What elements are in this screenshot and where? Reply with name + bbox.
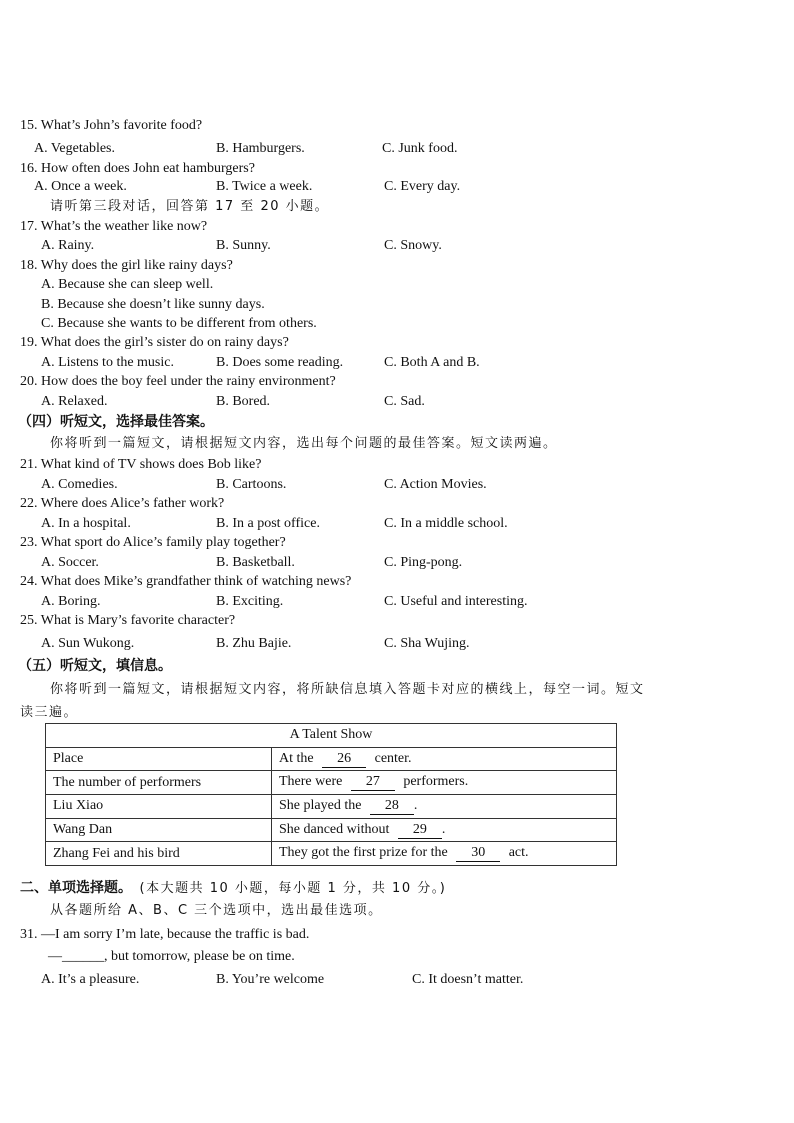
info-text-after: performers. [403,774,469,790]
option-25b: B. Zhu Bajie. [216,636,292,651]
option-15b: B. Hamburgers. [216,141,305,156]
info-text-before: She played the [279,797,362,813]
table-row-info [272,747,617,771]
info-text-before: They got the first prize for the [279,845,448,861]
option-19b: B. Does some reading. [216,355,344,370]
info-text-after: center. [374,750,412,766]
option-17a: A. Rainy. [41,238,95,253]
question-19: 19. What does the girl’s sister do on rainy days? [20,335,289,350]
answer-blank-30[interactable]: 30 [456,845,500,862]
question-18: 18. Why does the girl like rainy days? [20,258,233,273]
option-31c: C. It doesn’t matter. [412,972,524,987]
info-text-before: At the [279,750,314,766]
info-text-before: There were [279,774,343,790]
option-21c: C. Action Movies. [384,477,487,492]
table-row-info [272,795,617,819]
table-row-info [272,818,617,842]
question-15: 15. What’s John’s favorite food? [20,118,203,133]
table-row-info [272,771,617,795]
option-23c: C. Ping-pong. [384,555,463,570]
section3-instruction: 请听第三段对话，回答第 17 至 20 小题。 [50,199,330,214]
option-22c: C. In a middle school. [384,516,508,531]
question-21: 21. What kind of TV shows does Bob like? [20,457,262,472]
option-20a: A. Relaxed. [41,394,108,409]
question-16: 16. How often does John eat hamburgers? [20,161,255,176]
part5-instruction-line2: 读三遍。 [20,705,79,720]
option-19a: A. Listens to the music. [41,355,174,370]
question-22: 22. Where does Alice’s father work? [20,496,225,511]
question-31: 31. —I am sorry I’m late, because the traffic is bad. [20,927,310,942]
option-24b: B. Exciting. [216,594,284,609]
table-row [46,842,617,866]
part2-heading-line [20,879,446,898]
table-row-label: Liu Xiao [46,795,272,819]
option-15a: A. Vegetables. [34,141,115,156]
table-row [46,771,617,795]
option-24c: C. Useful and interesting. [384,594,528,609]
part2-note: (本大题共 10 小题，每小题 1 分，共 10 分。) [139,881,447,896]
table-row-label: Zhang Fei and his bird [46,842,272,866]
question-31-reply: —______, but tomorrow, please be on time. [48,949,295,964]
option-17c: C. Snowy. [384,238,442,253]
answer-blank-26[interactable]: 26 [322,751,366,768]
option-23a: A. Soccer. [41,555,99,570]
question-24: 24. What does Mike’s grandfather think of watching news? [20,574,352,589]
table-row [46,747,617,771]
option-25c: C. Sha Wujing. [384,636,470,651]
table-row [46,795,617,819]
option-16b: B. Twice a week. [216,179,313,194]
option-16a: A. Once a week. [34,179,127,194]
answer-blank-29[interactable]: 29 [398,822,442,839]
question-17: 17. What’s the weather like now? [20,219,208,234]
part2-instruction: 从各题所给 A、B、C 三个选项中，选出最佳选项。 [50,903,383,918]
option-22b: B. In a post office. [216,516,320,531]
answer-blank-28[interactable]: 28 [370,798,414,815]
part4-heading: （四）听短文，选择最佳答案。 [18,414,214,430]
option-21a: A. Comedies. [41,477,118,492]
table-row-label: Wang Dan [46,818,272,842]
table-row-label: Place [46,747,272,771]
table-title: A Talent Show [46,724,617,748]
part5-heading: （五）听短文，填信息。 [18,658,172,674]
option-15c: C. Junk food. [382,141,458,156]
talent-show-table [45,723,617,866]
part4-instruction: 你将听到一篇短文，请根据短文内容，选出每个问题的最佳答案。短文读两遍。 [50,436,558,451]
question-23: 23. What sport do Alice’s family play together? [20,535,286,550]
table-row-info [272,842,617,866]
answer-blank-27[interactable]: 27 [351,774,395,791]
option-17b: B. Sunny. [216,238,271,253]
question-20: 20. How does the boy feel under the rainy environment? [20,374,336,389]
option-20c: C. Sad. [384,394,425,409]
option-18a: A. Because she can sleep well. [41,277,214,292]
table-row-label: The number of performers [46,771,272,795]
info-text-before: She danced without [279,821,390,837]
info-text-after: . [413,797,418,813]
option-24a: A. Boring. [41,594,101,609]
part5-instruction-line1: 你将听到一篇短文，请根据短文内容，将所缺信息填入答题卡对应的横线上，每空一词。短文 [50,682,645,697]
option-19c: C. Both A and B. [384,355,480,370]
table-title-row [46,724,617,748]
part2-heading: 二、单项选择题。 [20,880,132,896]
option-31b: B. You’re welcome [216,972,325,987]
option-31a: A. It’s a pleasure. [41,972,140,987]
question-25: 25. What is Mary’s favorite character? [20,613,236,628]
table-row [46,818,617,842]
option-25a: A. Sun Wukong. [41,636,135,651]
option-16c: C. Every day. [384,179,461,194]
option-18b: B. Because she doesn’t like sunny days. [41,297,265,312]
option-22a: A. In a hospital. [41,516,131,531]
info-text-after: . [441,821,446,837]
option-21b: B. Cartoons. [216,477,287,492]
option-18c: C. Because she wants to be different from others. [41,316,317,331]
info-text-after: act. [508,845,529,861]
option-20b: B. Bored. [216,394,271,409]
option-23b: B. Basketball. [216,555,295,570]
